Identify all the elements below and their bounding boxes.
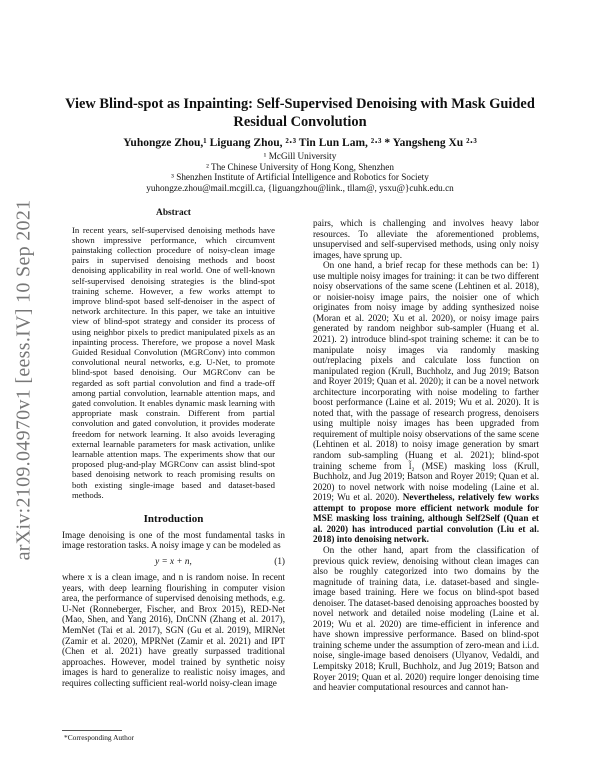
- arxiv-stamp-text: arXiv:2109.04970v1 [eess.IV] 10 Sep 2021: [12, 199, 35, 561]
- right-paragraph-2-bold: Nevertheless, relatively few works attempt to propose more efficient network module for MSE masking loss training, although Self2Self (Quan et al. 2020) has introduced partial convolution (Liu et al. 2018) into denoising network.: [313, 492, 539, 545]
- paper-title: View Blind-spot as Inpainting: Self-Supervised Denoising with Mask Guided Residual Convolution: [65, 96, 535, 130]
- footnote-rule: [62, 730, 122, 731]
- right-paragraph-3: On the other hand, apart from the classification of previous quick review, denoising without clean images can also be roughly categorized into two domains by the magnitude of training data, i.e. dataset-based and single-image based training. Here we focus on blind-spot based denoiser. The dataset-based denoising approaches boosted by novel network and detailed noise modeling (Laine et al. 2019; Wu et al. 2020) are time-efficient in inference and have shown impressive performance. Based on blind-spot training scheme under the assumption of zero-mean and i.i.d. noise, single-image based denoisers (Ulyanov, Vedaldi, and Lempitsky 2018; Krull, Buchholz, and Jug 2019; Batson and Royer 2019; Quan et al. 2020) require longer denoising time and heavier computational resources and cannot han-: [313, 544, 539, 693]
- affiliations: [60, 151, 540, 193]
- right-paragraph-2: [313, 260, 539, 545]
- right-column: [313, 218, 539, 693]
- right-paragraph-2-text: On one hand, a brief recap for these methods can be: 1) use multiple noisy images for training: it can be two different noisy observations of the same scene (Lehtinen et al. 2018), or noisier-noisy image pairs, the noisier one of which originates from noisy image by adding synthesized noise (Moran et al. 2020; Xu et al. 2020), or noisy image pairs generated by random neighbor sub-sampler (Huang et al. 2021). 2) introduce blind-spot training scheme: it can be to manipulate noisy images via randomly masking out/replacing pixels and calculate loss function on manipulated region (Krull, Buchholz, and Jug 2019; Batson and Royer 2019; Quan et al. 2020); it can be a novel network architecture incorporating with noise modeling to farther boost performance (Laine et al. 2019; Wu et al. 2020). It is noted that, with the passage of research progress, denoisers using multiple noisy images has been upgraded from requirement of multiple noisy observations of the same scene (Lehtinen et al. 2018) to noisy image generation by smart random sub-sampling (Huang et al. 2021); blind-spot training scheme from l̃₂ (MSE) masking loss (Krull, Buchholz, and Jug 2019; Batson and Royer 2019; Quan et al. 2020) to novel network with noise modeling (Laine et al. 2019; Wu et al. 2020).: [313, 260, 539, 503]
- intro-paragraph-2: where x is a clean image, and n is random noise. In recent years, with deep learning flourishing in computer vision area, the performance of supervised denoising methods, e.g. U-Net (Ronneberger, Fischer, and Brox 2015), RED-Net (Mao, Shen, and Yang 2016), DnCNN (Zhang et al. 2017), MemNet (Tai et al. 2017), SGN (Gu et al. 2019), MIRNet (Zamir et al. 2020), MPRNet (Zamir et al. 2021) and IPT (Chen et al. 2021) have greatly surpassed traditional approaches. However, model trained by synthetic noisy images is hard to generalize to realistic noisy images, and requires collecting sufficient real-world noisy-clean image: [62, 572, 285, 688]
- left-column: [62, 208, 285, 688]
- footnote: *Corresponding Author: [64, 733, 135, 742]
- affiliation-1: ¹ McGill University: [263, 151, 337, 161]
- introduction-heading: Introduction: [143, 513, 204, 526]
- equation-text: y = x + n,: [155, 555, 192, 566]
- intro-paragraph-1: Image denoising is one of the most fundamental tasks in image restoration tasks. A noisy image y can be modeled as: [62, 529, 285, 551]
- arxiv-stamp: [4, 170, 44, 590]
- author-list: Yuhongze Zhou,¹ Liguang Zhou, ²·³ Tin Lun Lam, ²·³ * Yangsheng Xu ²·³: [123, 137, 477, 149]
- affiliation-3: ³ Shenzhen Institute of Artificial Intelligence and Robotics for Society: [171, 172, 429, 183]
- affiliation-2: ² The Chinese University of Hong Kong, Shenzhen: [206, 161, 394, 172]
- right-paragraph-1: pairs, which is challenging and involves heavy labor resources. To alleviate the aforementioned problems, unsupervised and self-supervised methods, using only noisy images, have sprung up.: [313, 218, 539, 260]
- abstract-heading: Abstract: [156, 208, 191, 218]
- equation-number: (1): [274, 555, 285, 566]
- author-emails: yuhongze.zhou@mail.mcgill.ca, {liguangzhou@link., tllam@, ysxu@}cuhk.edu.cn: [146, 182, 454, 193]
- equation-1: [62, 556, 285, 567]
- abstract-text: In recent years, self-supervised denoising methods have shown impressive performance, which circumvent painstaking collection procedure of noisy-clean image pairs in supervised denoising methods and boost denoising applicability in real world. One of well-known self-supervised denoising strategies is the blind-spot training scheme. However, a few works attempt to improve blind-spot based self-denoiser in the aspect of network architecture. In this paper, we take an intuitive view of blind-spot strategy and consider its process of using neighbor pixels to predict manipulated pixels as an inpainting process. Therefore, we propose a novel Mask Guided Residual Convolution (MGRConv) into common convolutional neural networks, e.g. U-Net, to promote blind-spot based denoising. Our MGRConv can be regarded as soft partial convolution and find a trade-off among partial convolution, learnable attention maps, and gated convolution. It enables dynamic mask learning with appropriate mask constrain. Different from partial convolution and gated convolution, it provides moderate freedom for network learning. It also avoids leveraging external learnable parameters for mask activation, unlike learnable attention maps. The experiments show that our proposed plug-and-play MGRConv can assist blind-spot based denoising network to reach promising results on both existing single-image based and dataset-based methods.: [72, 224, 275, 500]
